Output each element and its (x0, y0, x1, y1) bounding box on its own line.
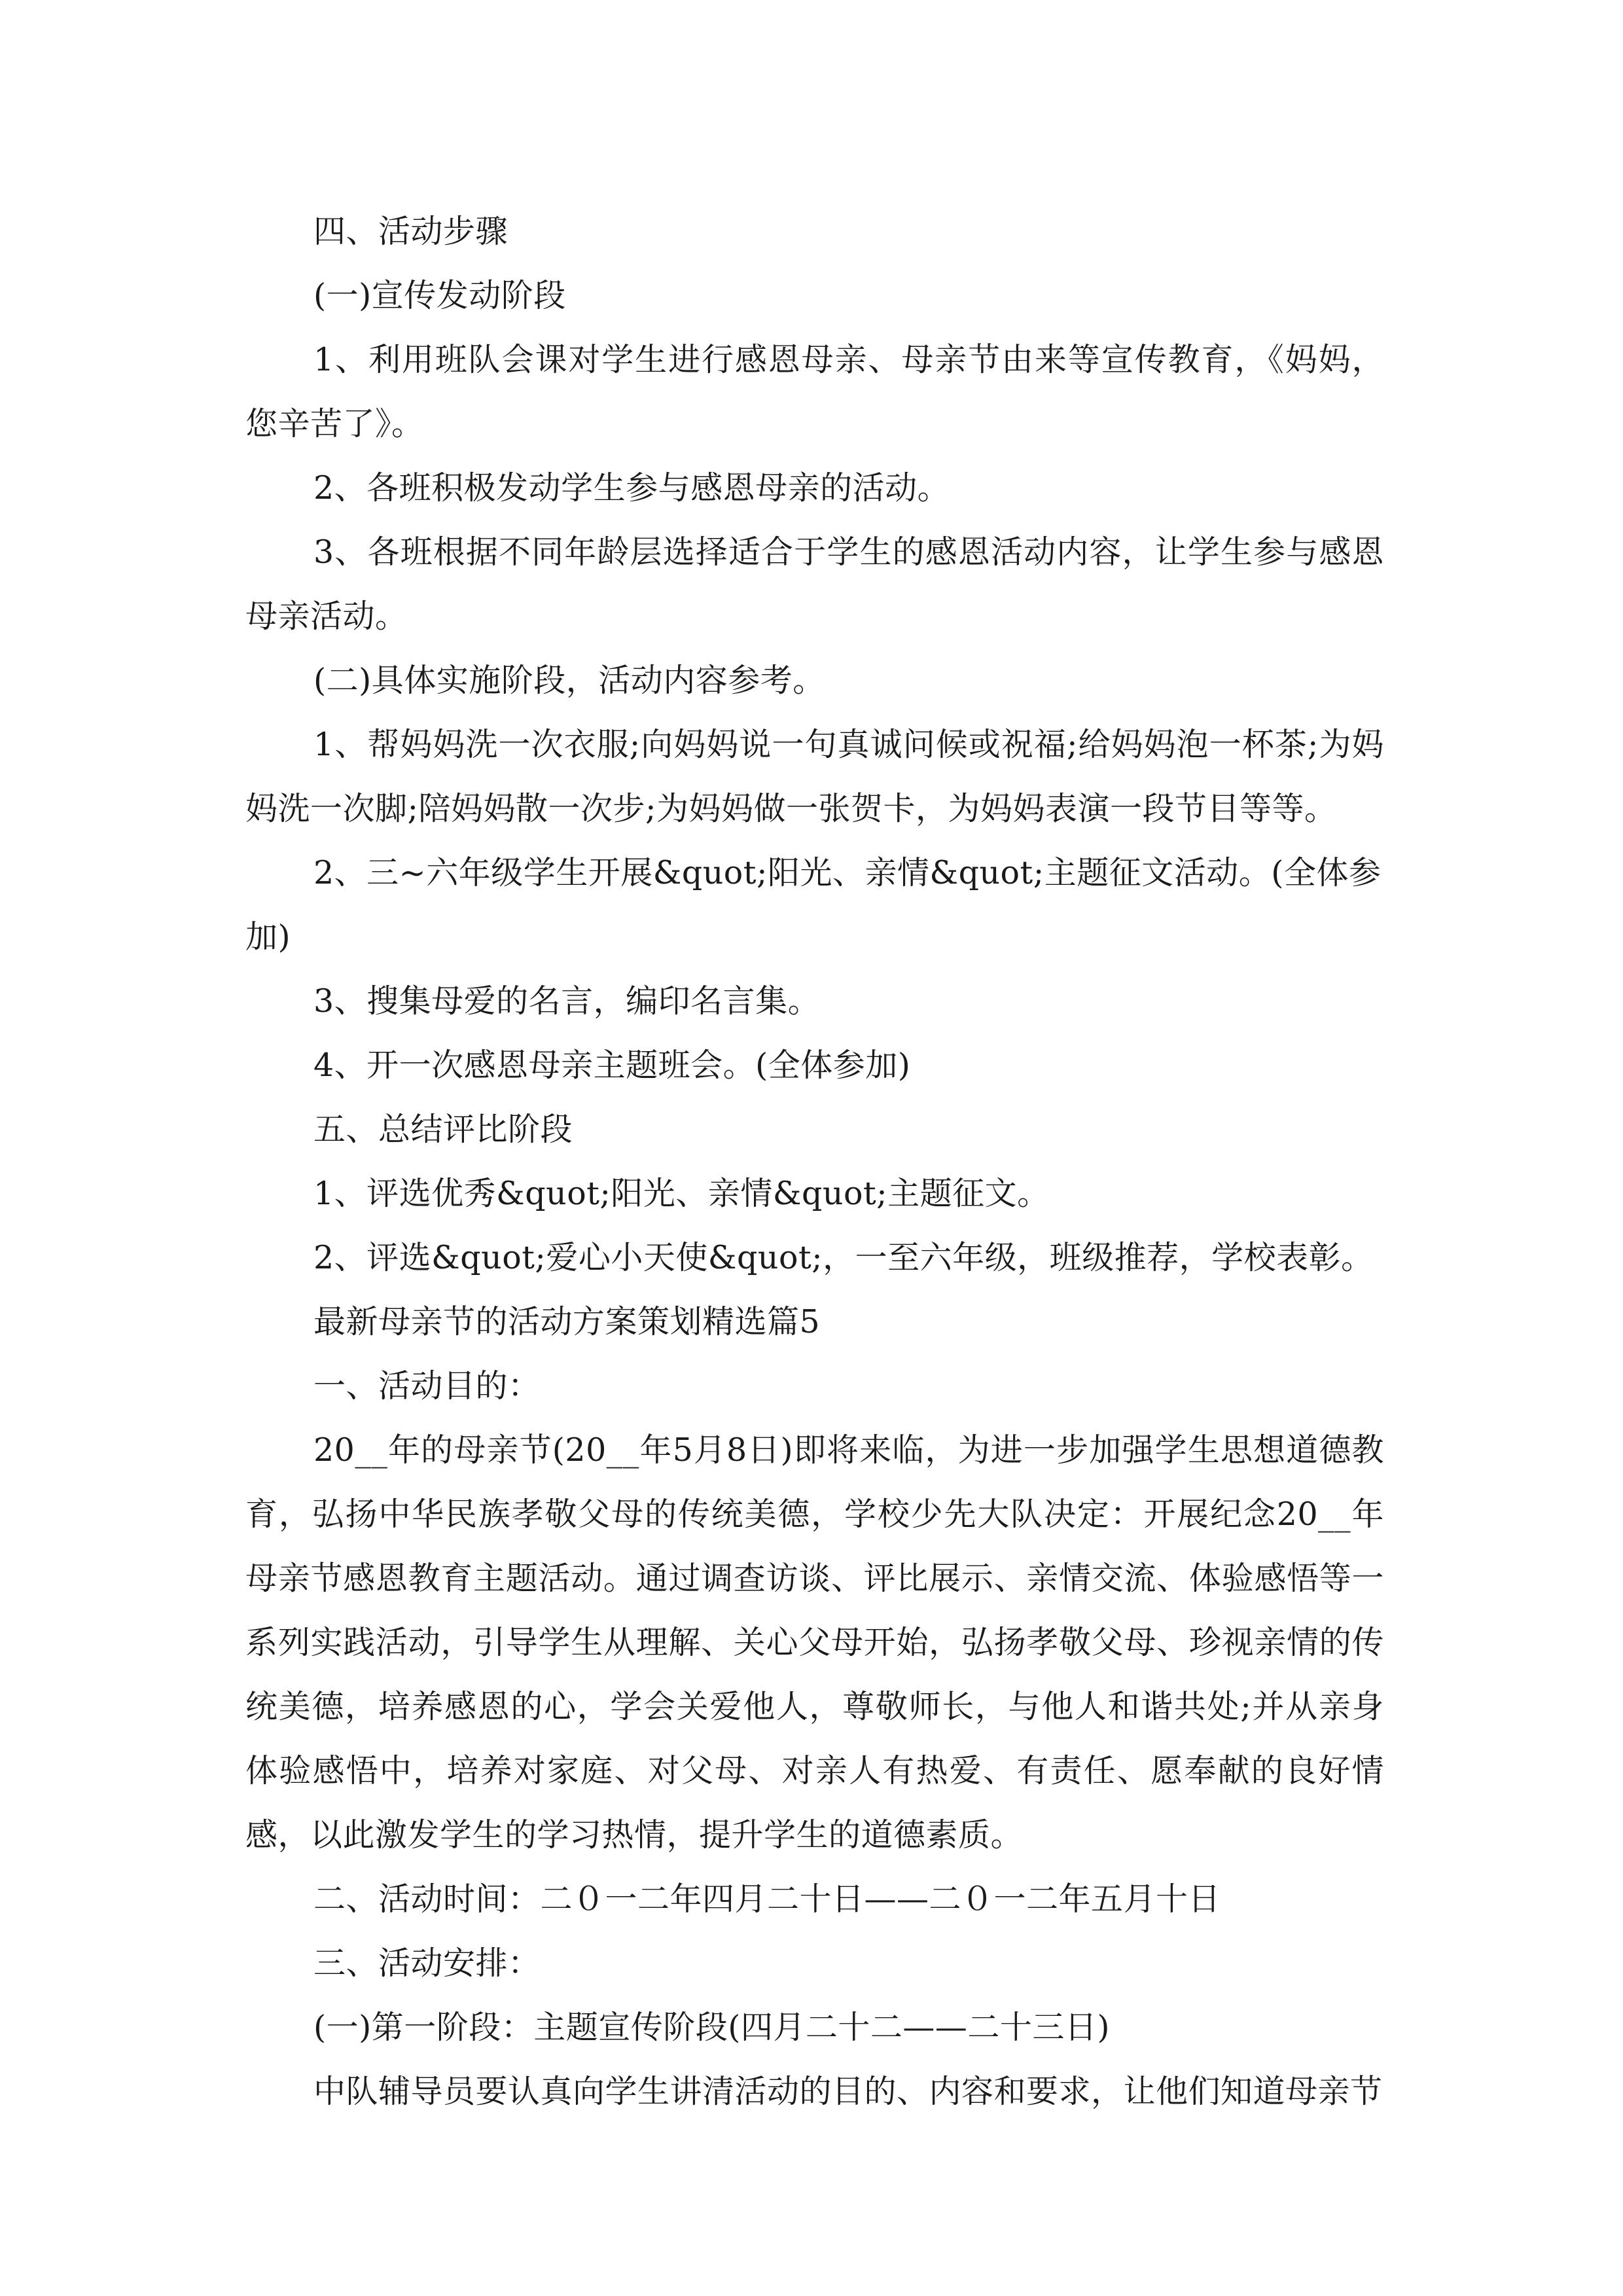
section-heading-arrangement: 三、活动安排： (313, 1945, 541, 1982)
subsection-heading-implementation: (二)具体实施阶段，活动内容参考。 (313, 662, 825, 699)
subsection-heading-stage-one: (一)第一阶段：主题宣传阶段(四月二十二——二十三日) (313, 2009, 1110, 2046)
document-body (245, 200, 1384, 2124)
paragraph: 2、三~六年级学生开展&quot;阳光、亲情&quot;主题征文活动。(全体参加) (245, 854, 1382, 956)
subsection-heading-publicity: (一)宣传发动阶段 (313, 277, 566, 314)
paragraph: 2、各班积极发动学生参与感恩母亲的活动。 (313, 469, 950, 507)
paragraph: 中队辅导员要认真向学生讲清活动的目的、内容和要求，让他们知道母亲节 (313, 2073, 1383, 2110)
paragraph: 3、搜集母爱的名言，编印名言集。 (313, 982, 821, 1020)
paragraph: 1、帮妈妈洗一次衣服;向妈妈说一句真诚问候或祝福;给妈妈泡一杯茶;为妈妈洗一次脚;陪妈妈散一次步;为妈妈做一张贺卡，为妈妈表演一段节目等等。 (245, 726, 1384, 827)
paragraph: 1、评选优秀&quot;阳光、亲情&quot;主题征文。 (313, 1175, 1050, 1212)
section-heading-steps: 四、活动步骤 (313, 213, 508, 250)
paragraph: 3、各班根据不同年龄层选择适合于学生的感恩活动内容，让学生参与感恩母亲活动。 (245, 533, 1384, 635)
paragraph: 20__年的母亲节(20__年5月8日)即将来临，为进一步加强学生思想道德教育，弘扬中华民族孝敬父母的传统美德，学校少先大队决定：开展纪念20__年母亲节感恩教育主题活动。通过调查访谈、评比展示、亲情交流、体验感悟等一系列实践活动，引导学生从理解、关心父母开始，弘扬孝敬父母、珍视亲情的传统美德，培养感恩的心，学会关爱他人，尊敬师长，与他人和谐共处;并从亲身体验感悟中，培养对家庭、对父母、对亲人有热爱、有责任、愿奉献的良好情感，以此激发学生的学习热情，提升学生的道德素质。 (245, 1431, 1384, 1854)
section-heading-time: 二、活动时间：二０一二年四月二十日——二０一二年五月十日 (313, 1880, 1221, 1918)
article-title: 最新母亲节的活动方案策划精选篇5 (313, 1303, 821, 1340)
paragraph: 2、评选&quot;爱心小天使&quot;，一至六年级，班级推荐，学校表彰。 (313, 1239, 1374, 1276)
paragraph: 1、利用班队会课对学生进行感恩母亲、母亲节由来等宣传教育，《妈妈，您辛苦了》。 (245, 341, 1384, 442)
paragraph: 4、开一次感恩母亲主题班会。(全体参加) (313, 1047, 911, 1084)
section-heading-summary: 五、总结评比阶段 (313, 1111, 573, 1148)
section-heading-purpose: 一、活动目的： (313, 1367, 541, 1405)
